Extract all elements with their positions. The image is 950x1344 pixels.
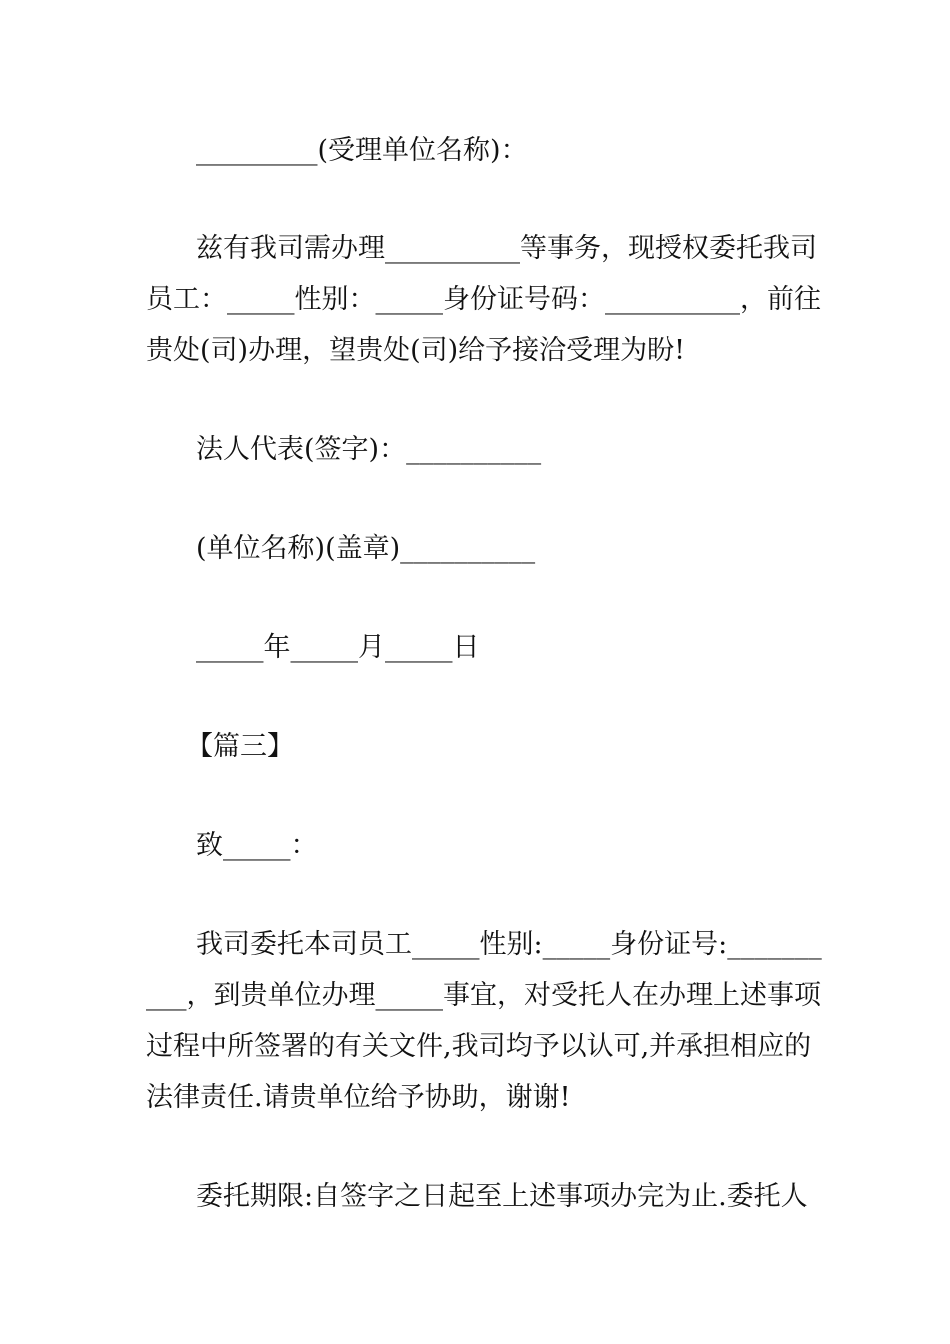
paragraph-3-line-1: 委托期限:自签字之日起至上述事项办完为止.委托人 xyxy=(196,1181,808,1212)
paragraph-1-line-2: 员工：_____性别：_____身份证号码：__________，前往 xyxy=(146,284,821,315)
legal-representative-line: 法人代表(签字)：__________ xyxy=(196,434,542,465)
addressee-line: _________(受理单位名称)： xyxy=(196,135,528,166)
section-title: 【篇三】 xyxy=(186,731,294,762)
paragraph-2-line-2: ___，到贵单位办理_____事宜，对受托人在办理上述事项 xyxy=(146,980,821,1011)
paragraph-2-line-4: 法律责任.请贵单位给予协助，谢谢! xyxy=(146,1082,571,1113)
paragraph-1-line-3: 贵处(司)办理，望贵处(司)给予接洽受理为盼! xyxy=(146,335,685,366)
unit-seal-line: (单位名称)(盖章)__________ xyxy=(196,533,536,564)
paragraph-2-line-1: 我司委托本司员工_____性别:_____身份证号:_______ xyxy=(196,929,822,960)
to-line: 致_____： xyxy=(196,830,318,861)
paragraph-2-line-3: 过程中所签署的有关文件,我司均予以认可,并承担相应的 xyxy=(146,1031,812,1062)
date-line: _____年_____月_____日 xyxy=(196,632,480,663)
paragraph-1-line-1: 兹有我司需办理__________等事务，现授权委托我司 xyxy=(196,233,817,264)
